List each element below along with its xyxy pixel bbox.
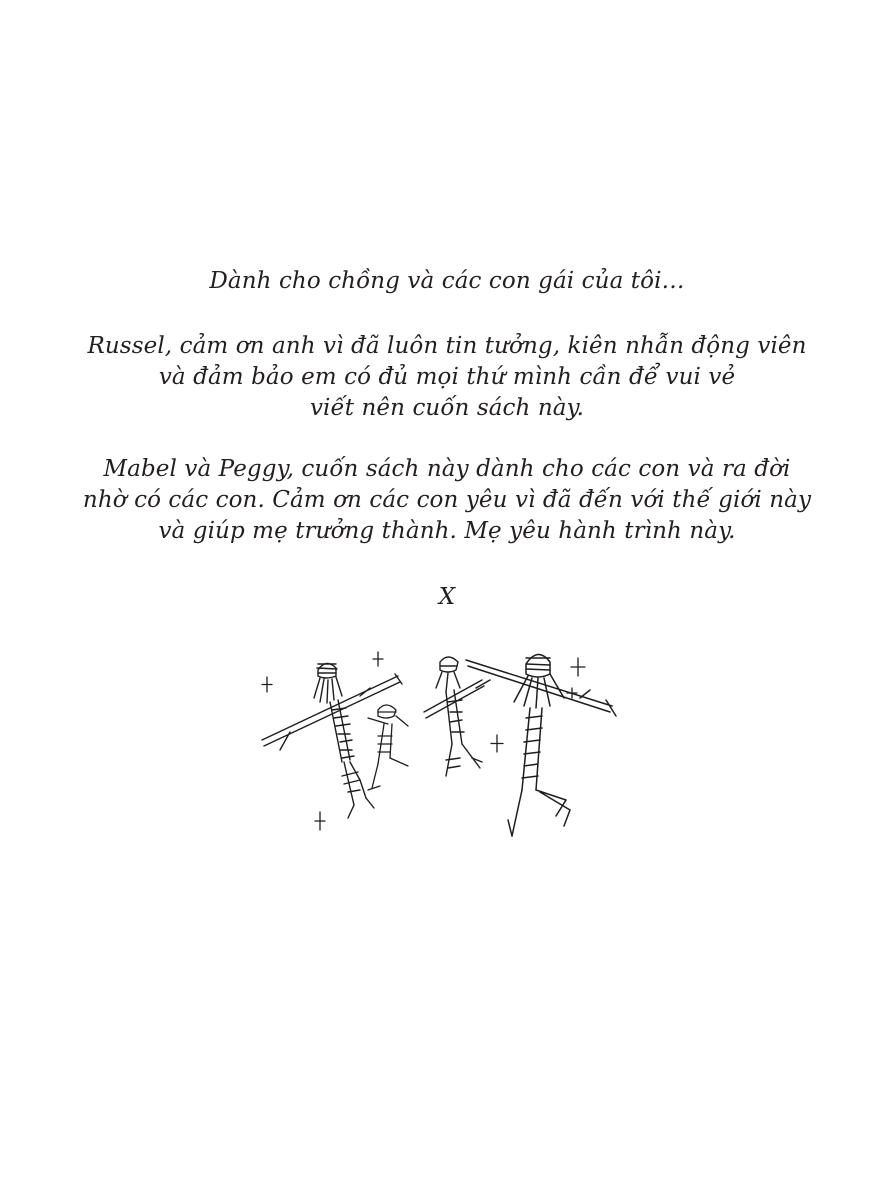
paragraph-line: nhờ có các con. Cảm ơn các con yêu vì đã đến với thế giới này (82, 487, 812, 513)
sparkle-icon (491, 735, 503, 752)
stick-figures-illustration (250, 640, 630, 850)
paragraph-line: Mabel và Peggy, cuốn sách này dành cho các con và ra đời (103, 456, 791, 482)
sparkle-icon (262, 677, 272, 692)
dedication-heading (80, 266, 814, 297)
sparkle-icon (315, 812, 325, 830)
paragraph-line: và đảm bảo em có đủ mọi thứ mình cần để vui vẻ (158, 364, 736, 390)
stick-figure (424, 657, 484, 776)
paragraph-line: Russel, cảm ơn anh vì đã luôn tin tưởng, kiên nhẫn động viên (87, 333, 807, 359)
signature (80, 582, 814, 613)
sparkle-icon (571, 658, 585, 676)
dedication-title-line: Dành cho chồng và các con gái của tôi… (209, 268, 685, 294)
stick-figure (368, 705, 408, 790)
paragraph-line: và giúp mẹ trưởng thành. Mẹ yêu hành trình này. (158, 518, 736, 544)
stick-figure (466, 654, 616, 836)
signature-mark: X (438, 584, 456, 610)
stick-figures-drawing (250, 640, 630, 850)
sparkle-icon (373, 652, 383, 666)
paragraph-line: viết nên cuốn sách này. (309, 395, 585, 421)
dedication-paragraph-husband (80, 331, 814, 424)
dedication-paragraph-daughters (80, 454, 814, 547)
